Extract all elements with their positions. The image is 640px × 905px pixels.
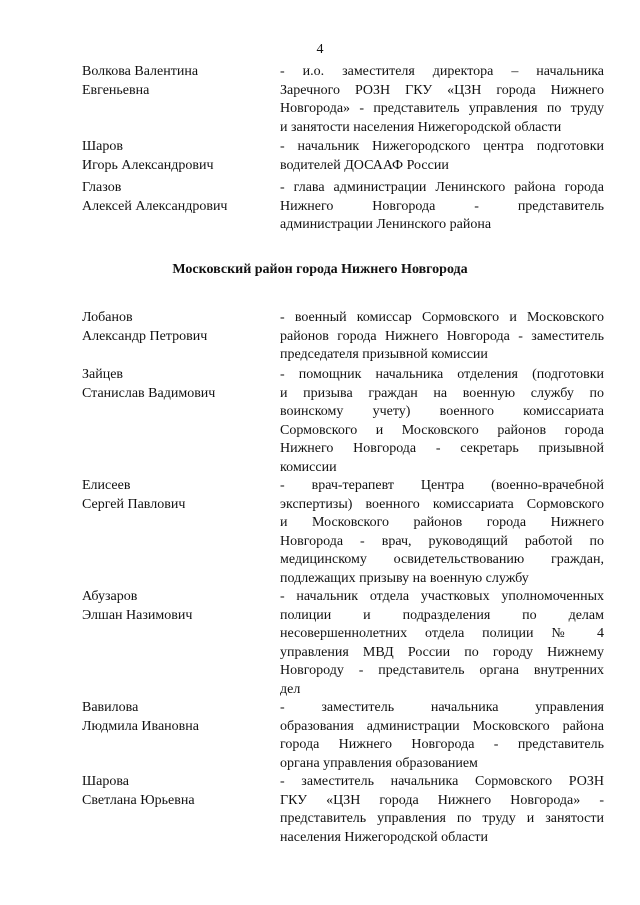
member-surname: Волкова Валентина bbox=[82, 64, 199, 79]
member-name bbox=[82, 366, 272, 403]
position-line: экспертизы) военного комиссариата Сормовского bbox=[280, 496, 604, 512]
position-line: образования администрации Московского района bbox=[280, 718, 604, 734]
member-name bbox=[82, 179, 272, 216]
position-line: районов города Нижнего Новгорода - заместитель bbox=[280, 328, 604, 344]
member-given-name: Евгеньевна bbox=[82, 82, 150, 98]
member-surname: Елисеев bbox=[82, 478, 131, 493]
position-line: полиции и подразделения по делам bbox=[280, 607, 604, 623]
member-given-name: Элшан Назимович bbox=[82, 607, 193, 623]
position-line: медицинскому освидетельствованию граждан, bbox=[280, 552, 604, 568]
position-line: - заместитель начальника управления bbox=[280, 700, 604, 715]
position-line: администрации Ленинского района bbox=[280, 217, 492, 233]
member-name bbox=[82, 63, 272, 100]
member-given-name: Игорь Александрович bbox=[82, 157, 214, 173]
position-line: председателя призывной комиссии bbox=[280, 347, 488, 363]
position-line: Новгорода» - представитель управления по труду bbox=[280, 101, 604, 117]
position-line: и призыва граждан на военную службу по bbox=[280, 385, 604, 401]
position-line: дел bbox=[280, 681, 301, 697]
position-line: подлежащих призыву на военную службу bbox=[280, 570, 529, 586]
position-line: - и.о. заместителя директора – начальника bbox=[280, 64, 604, 79]
member-surname: Зайцев bbox=[82, 367, 124, 382]
position-line: Новгорода - врач, руководящий работой по bbox=[280, 533, 604, 549]
member-position bbox=[280, 477, 604, 589]
position-line: Нижнего Новгорода - представитель bbox=[280, 198, 604, 214]
position-line: Нижнего Новгорода - секретарь призывной bbox=[280, 441, 604, 457]
position-line: города Нижнего Новгорода - представитель bbox=[280, 737, 604, 753]
member-position bbox=[280, 138, 604, 175]
member-position bbox=[280, 179, 604, 235]
position-line: и занятости населения Нижегородской области bbox=[280, 119, 562, 135]
member-name bbox=[82, 477, 272, 514]
member-given-name: Алексей Александрович bbox=[82, 198, 228, 214]
position-line: органа управления образованием bbox=[280, 755, 478, 771]
position-line: представитель управления по труду и занятости bbox=[280, 811, 604, 827]
member-surname: Глазов bbox=[82, 180, 122, 195]
member-position bbox=[280, 699, 604, 773]
member-given-name: Станислав Вадимович bbox=[82, 385, 216, 401]
member-position bbox=[280, 63, 604, 137]
member-name bbox=[82, 588, 272, 625]
position-line: Новгороду - представитель органа внутренних bbox=[280, 663, 604, 679]
position-line: Заречного РОЗН ГКУ «ЦЗН города Нижнего bbox=[280, 82, 604, 98]
position-line: - начальник Нижегородского центра подготовки bbox=[280, 139, 604, 154]
position-line: управления МВД России по городу Нижнему bbox=[280, 644, 604, 660]
position-line: и Московского районов города Нижнего bbox=[280, 515, 604, 531]
member-given-name: Сергей Павлович bbox=[82, 496, 186, 512]
position-line: - глава администрации Ленинского района города bbox=[280, 180, 604, 195]
member-surname: Абузаров bbox=[82, 589, 138, 604]
position-line: воинскому учету) военного комиссариата bbox=[280, 404, 604, 420]
member-name bbox=[82, 699, 272, 736]
position-line: Сормовского и Московского районов города bbox=[280, 422, 604, 438]
position-line: ГКУ «ЦЗН города Нижнего Новгорода» - bbox=[280, 792, 604, 808]
position-line: населения Нижегородской области bbox=[280, 829, 488, 845]
member-surname: Вавилова bbox=[82, 700, 139, 715]
position-line: водителей ДОСААФ России bbox=[280, 157, 449, 173]
member-surname: Шарова bbox=[82, 774, 129, 789]
position-line: - военный комиссар Сормовского и Московского bbox=[280, 310, 604, 325]
member-surname: Лобанов bbox=[82, 310, 133, 325]
member-given-name: Александр Петрович bbox=[82, 328, 208, 344]
position-line: комиссии bbox=[280, 459, 337, 475]
position-line: - начальник отдела участковых уполномоченных bbox=[280, 589, 604, 604]
member-position bbox=[280, 773, 604, 847]
section-heading: Московский район города Нижнего Новгорода bbox=[172, 262, 468, 277]
member-given-name: Людмила Ивановна bbox=[82, 718, 199, 734]
member-position bbox=[280, 588, 604, 700]
member-given-name: Светлана Юрьевна bbox=[82, 792, 195, 808]
member-name bbox=[82, 309, 272, 346]
page-number: 4 bbox=[316, 42, 324, 57]
position-line: - помощник начальника отделения (подготовки bbox=[280, 367, 604, 382]
member-position bbox=[280, 309, 604, 365]
member-name bbox=[82, 138, 272, 175]
position-line: - заместитель начальника Сормовского РОЗН bbox=[280, 774, 604, 789]
position-line: несовершеннолетних отдела полиции № 4 bbox=[280, 626, 604, 642]
member-surname: Шаров bbox=[82, 139, 123, 154]
member-position bbox=[280, 366, 604, 478]
position-line: - врач-терапевт Центра (военно-врачебной bbox=[280, 478, 604, 493]
member-name bbox=[82, 773, 272, 810]
